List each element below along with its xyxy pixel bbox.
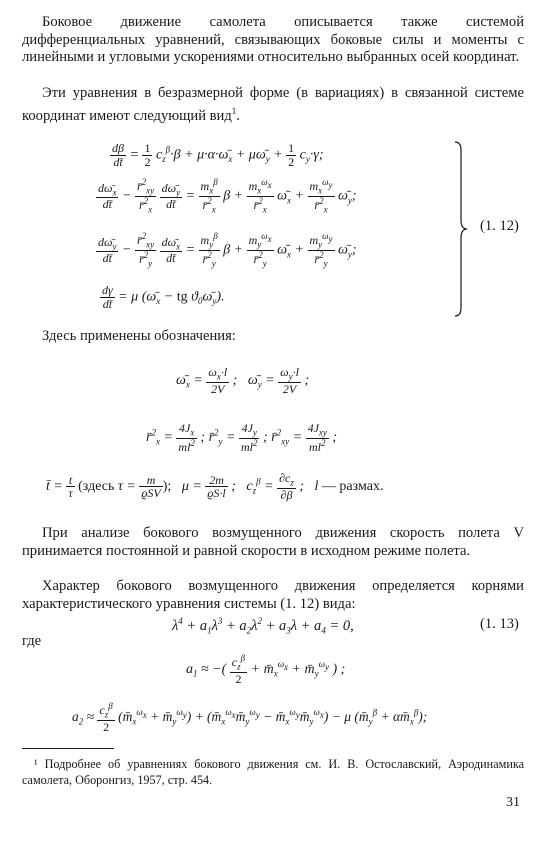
- coefficient-a2: $a_2$ ≈ $\frac{c_z^\beta}{2}$ ($m̄_x^{\omega_x}$ + $m̄_y^{\omega_y}$) + ($m̄_x^{\omega_x}m̄_y^{\omega_y}$ − $m̄_x^{\omega_y}m̄_y^{\omega_x}) - \mu$ ($m̄_y^\beta$ + $\alpha m̄_x^\beta$);: [72, 701, 428, 734]
- equation-row-1: $\frac{d\beta}{dt̄}$ = $\frac{1}{2}$ $c_z^\beta\cdot\beta$ + $\mu\cdot\alpha\cdot\omegā_x$ + $\mu\omegā_y$ + $\frac{1}{2}$ $c_y\cdot\gamma$;: [112, 141, 324, 169]
- equation-row-3: $\frac{d\omegā_y}{dt̄}$ − $\frac{r̄^2_{xy}}{r̄^2_y}$ $\frac{d\omegā_x}{dt̄}$ = $\frac{m_y^\beta}{r̄^2_y}$ β + $\frac{m_y^{\omega_x}}{r̄^2_y}$ $\omegā_x$ + $\frac{m_y^{\omega_y}}{r̄^2_y}$ $\omegā_y$;: [98, 231, 357, 269]
- footnote: ¹ Подробнее об уравнениях бокового движения см. И. В. Остославский, Аэродинамика самолета, Оборонгиз, 1957, стр. 454.: [22, 757, 524, 787]
- footnote-rule: [22, 748, 114, 749]
- definition-radii: r̄$^2_x$ = $\frac{4J_x}{ml^2}$ ; r̄$^2_y$ = $\frac{4J_y}{ml^2}$ ; r̄$^2_{xy}$ = $\frac{4J_{xy}}{ml^2}$ ;: [146, 421, 338, 454]
- coefficient-a1: $a_1$ ≈ −( $\frac{c_z^\beta}{2}$ + $m̄_x^{\omega_x}$ + $m̄_y^{\omega_y}$ ) ;: [186, 653, 346, 686]
- paragraph-notation: Здесь применены обозначения:: [42, 328, 236, 344]
- definition-time-scale: t̄ = $\frac{t}{\tau}$ (здесь τ = $\frac{m}{\text{ϱSV}}$ ); μ = $\frac{2m}{ϱS\cdot l}$ ; $c_z^\beta$ = $\frac{\partial c_z}{\partial\beta}$ ; l — размах.: [46, 471, 384, 502]
- paragraph-equations-intro-text: Эти уравнения в безразмерной форме (в вариациях) в связанной системе координат имеют следующий вид: [22, 85, 524, 124]
- paragraph-characteristic: Характер бокового возмущенного движения определяется корнями характеристического уравнения системы (1. 12) вида:: [22, 578, 524, 612]
- right-brace: [454, 140, 468, 318]
- paragraph-equations-intro: Эти уравнения в безразмерной форме (в вариациях) в связанной системе координат имеют следующий вид$^1$.: [22, 85, 524, 124]
- equation-row-2: $\frac{d\omegā_x}{dt̄}$ − $\frac{r̄^2_{xy}}{r̄^2_x}$ $\frac{d\omegā_y}{dt̄}$ = $\frac{m_x^\beta}{r̄^2_x}$ β + $\frac{m_x^{\omega_x}}{r̄^2_x}$ $\omegā_x$ + $\frac{m_x^{\omega_y}}{r̄^2_x}$ $\omegā_y$;: [98, 177, 357, 215]
- where-label: где: [22, 633, 42, 649]
- page-number: 31: [506, 795, 520, 810]
- paragraph-intro: Боковое движение самолета описывается также системой дифференциальных уравнений, связывающих боковые силы и моменты с линейными и угловыми ускорениями относительно выбранных осей координат.: [22, 14, 524, 66]
- equation-number-1-12: (1. 12): [480, 218, 519, 234]
- equation-number-1-13: (1. 13): [480, 616, 519, 632]
- footnote-ref: 1: [231, 105, 237, 116]
- paragraph-disturbed-motion: При анализе бокового возмущенного движения скорость полета V принимается постоянной и равной скорости в исходном режиме полета.: [22, 525, 524, 559]
- equation-row-4: $\frac{d\gamma}{dt̄}$ = μ ($\omegā_x$ − tg $ϑ_0\omegā_y$).: [102, 283, 225, 311]
- characteristic-equation: $\lambda^4 + a_1\lambda^3 + a_2\lambda^2 + a_3\lambda + a_4 = 0$,: [172, 616, 354, 636]
- definition-omega: $\omegā_x$ = $\frac{\omega_x\cdot l}{2V}$ ; $\omegā_y$ = $\frac{\omega_y\cdot l}{2V}$ ;: [176, 365, 310, 396]
